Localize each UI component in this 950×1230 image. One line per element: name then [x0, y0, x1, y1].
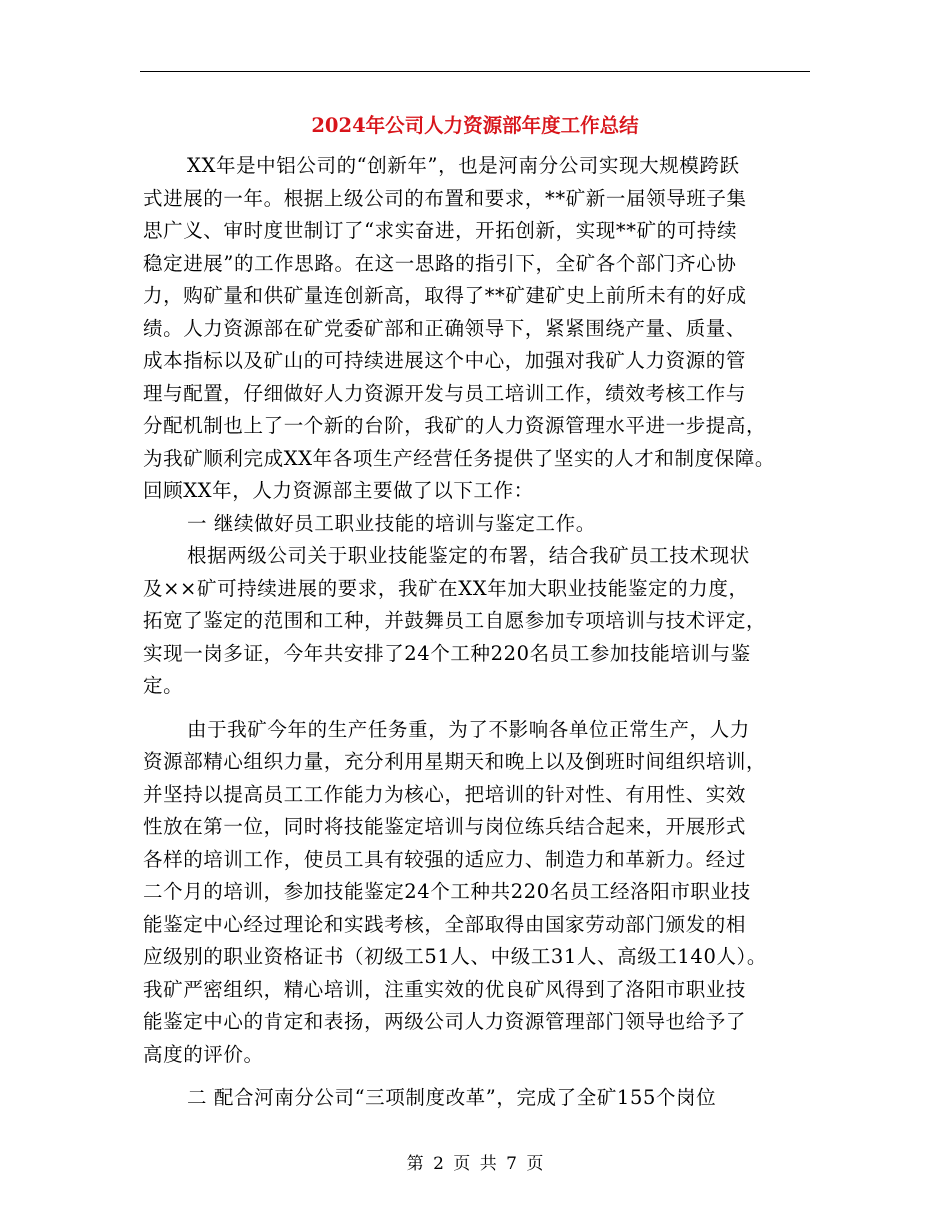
paragraph-line: 回顾XX年，人力资源部主要做了以下工作： [143, 479, 534, 502]
paragraph-line: 定。 [143, 674, 184, 697]
paragraph-line: 高度的评价。 [143, 1042, 264, 1066]
paragraph-line: 并坚持以提高员工工作能力为核心，把培训的针对性、有用性、实效 [143, 782, 747, 806]
paragraph-line: 性放在第一位，同时将技能鉴定培训与岗位练兵结合起来，开展形式 [143, 815, 747, 838]
paragraph-line: 思广义、审时度世制订了“求实奋进，开拓创新，实现**矿的可持续 [143, 219, 738, 242]
document-body [143, 150, 823, 1115]
paragraph-line: 式进展的一年。根据上级公司的布置和要求，**矿新一届领导班子集 [143, 186, 747, 210]
paragraph-line: 稳定进展”的工作思路。在这一思路的指引下，全矿各个部门齐心协 [143, 251, 737, 275]
paragraph-line: 各样的培训工作，使员工具有较强的适应力、制造力和革新力。经过 [143, 847, 747, 871]
header-rule [140, 71, 810, 72]
paragraph-line: 理与配置，仔细做好人力资源开发与员工培训工作，绩效考核工作与 [143, 381, 747, 405]
paragraph-line: 为我矿顺利完成XX年各项生产经营任务提供了坚实的人才和制度保障。 [143, 446, 775, 470]
paragraph-line: 能鉴定中心经过理论和实践考核，全部取得由国家劳动部门颁发的相 [143, 912, 747, 936]
paragraph-line: XX年是中铝公司的“创新年”，也是河南分公司实现大规模跨跃 [187, 154, 740, 177]
paragraph-line: 力，购矿量和供矿量连创新高，取得了**矿建矿史上前所未有的好成 [143, 284, 747, 307]
paragraph-line: 及××矿可持续进展的要求，我矿在XX年加大职业技能鉴定的力度， [143, 576, 749, 600]
paragraph-line: 成本指标以及矿山的可持续进展这个中心，加强对我矿人力资源的管 [143, 349, 747, 372]
paragraph-line: 资源部精心组织力量，充分利用星期天和晚上以及倒班时间组织培训， [143, 750, 767, 773]
paragraph-line: 实现一岗多证，今年共安排了24个工种220名员工参加技能培训与鉴 [143, 641, 751, 665]
page-footer: 第 2 页 共 7 页 [406, 1154, 544, 1174]
paragraph-line: 由于我矿今年的生产任务重，为了不影响各单位正常生产，人力 [187, 717, 750, 741]
paragraph-line: 根据两级公司关于职业技能鉴定的布署，结合我矿员工技术现状 [187, 544, 750, 567]
paragraph-line: 分配机制也上了一个新的台阶，我矿的人力资源管理水平进一步提高， [143, 414, 767, 437]
paragraph-line: 二个月的培训，参加技能鉴定24个工种共220名员工经洛阳市职业技 [143, 880, 751, 903]
paragraph-line: 应级别的职业资格证书（初级工51人、中级工31人、高级工140人）。 [143, 945, 767, 968]
section-heading: 一 继续做好员工职业技能的培训与鉴定工作。 [187, 511, 596, 535]
section-heading: 二 配合河南分公司“三项制度改革”，完成了全矿155个岗位 [187, 1086, 717, 1109]
paragraph-line: 拓宽了鉴定的范围和工种，并鼓舞员工自愿参加专项培训与技术评定， [143, 609, 767, 632]
document-title: 2024年公司人力资源部年度工作总结 [311, 114, 639, 137]
paragraph-line: 我矿严密组织，精心培训，注重实效的优良矿风得到了洛阳市职业技 [143, 977, 747, 1001]
paragraph-line: 能鉴定中心的肯定和表扬，两级公司人力资源管理部门领导也给予了 [143, 1010, 747, 1033]
paragraph-line: 绩。人力资源部在矿党委矿部和正确领导下，紧紧围绕产量、质量、 [143, 316, 747, 340]
